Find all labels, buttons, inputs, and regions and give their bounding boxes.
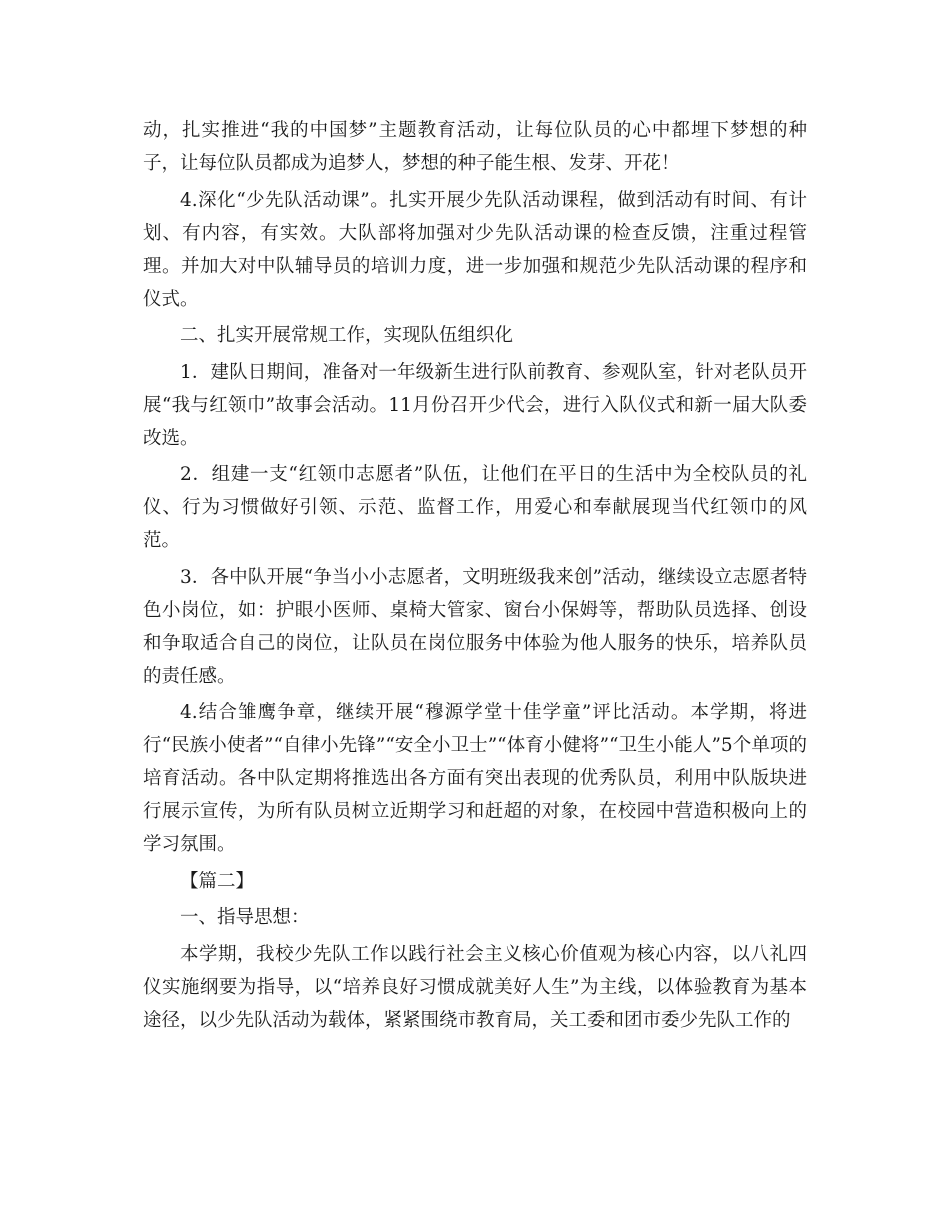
part-two-heading: 【篇二】	[180, 870, 255, 892]
paragraph-continuation: 动，扎实推进“我的中国梦”主题教育活动，让每位队员的心中都埋下梦想的种子，让每位队员都成为追梦人，梦想的种子能生根、发芽、开花！	[143, 120, 807, 174]
paragraph-item-2: 2．组建一支“红领巾志愿者”队伍，让他们在平日的生活中为全校队员的礼仪、行为习惯做好引领、示范、监督工作，用爱心和奉献展现当代红领巾的风范。	[143, 464, 807, 551]
paragraph-activity-class: 4.深化“少先队活动课”。扎实开展少先队活动课程，做到活动有时间、有计划、有内容，有实效。大队部将加强对少先队活动课的检查反馈，注重过程管理。并加大对中队辅导员的培训力度，进一步加强和规范少先队活动课的程序和仪式。	[143, 189, 807, 310]
section-heading-routine-work: 二、扎实开展常规工作，实现队伍组织化	[180, 325, 514, 346]
paragraph-item-3: 3．各中队开展“争当小小志愿者，文明班级我来创”活动，继续设立志愿者特色小岗位，如：护眼小医师、桌椅大管家、窗台小保姆等，帮助队员选择、创设和争取适合自己的岗位，让队员在岗位服务中体验为他人服务的快乐，培养队员的责任感。	[143, 566, 807, 687]
section-heading-guiding-thought: 一、指导思想：	[180, 907, 310, 928]
paragraph-item-1: 1．建队日期间，准备对一年级新生进行队前教育、参观队室，针对老队员开展“我与红领巾”故事会活动。11月份召开少代会，进行入队仪式和新一届大队委改选。	[143, 361, 807, 449]
paragraph-guiding-thought: 本学期，我校少先队工作以践行社会主义核心价值观为核心内容，以八礼四仪实施纲要为指导，以“培养良好习惯成就美好人生”为主线，以体验教育为基本途径，以少先队活动为载体，紧紧围绕市教育局，关工委和团市委少先队工作的	[143, 943, 807, 1031]
document-body	[143, 114, 807, 1040]
paragraph-item-4: 4.结合雏鹰争章，继续开展“穆源学堂十佳学童”评比活动。本学期，将进行“民族小使者”“自律小先锋”“安全小卫士”“体育小健将”“卫生小能人”5个单项的培育活动。各中队定期将推选出各方面有突出表现的优秀队员，利用中队版块进行展示宣传，为所有队员树立近期学习和赶超的对象，在校园中营造积极向上的学习氛围。	[143, 702, 807, 855]
